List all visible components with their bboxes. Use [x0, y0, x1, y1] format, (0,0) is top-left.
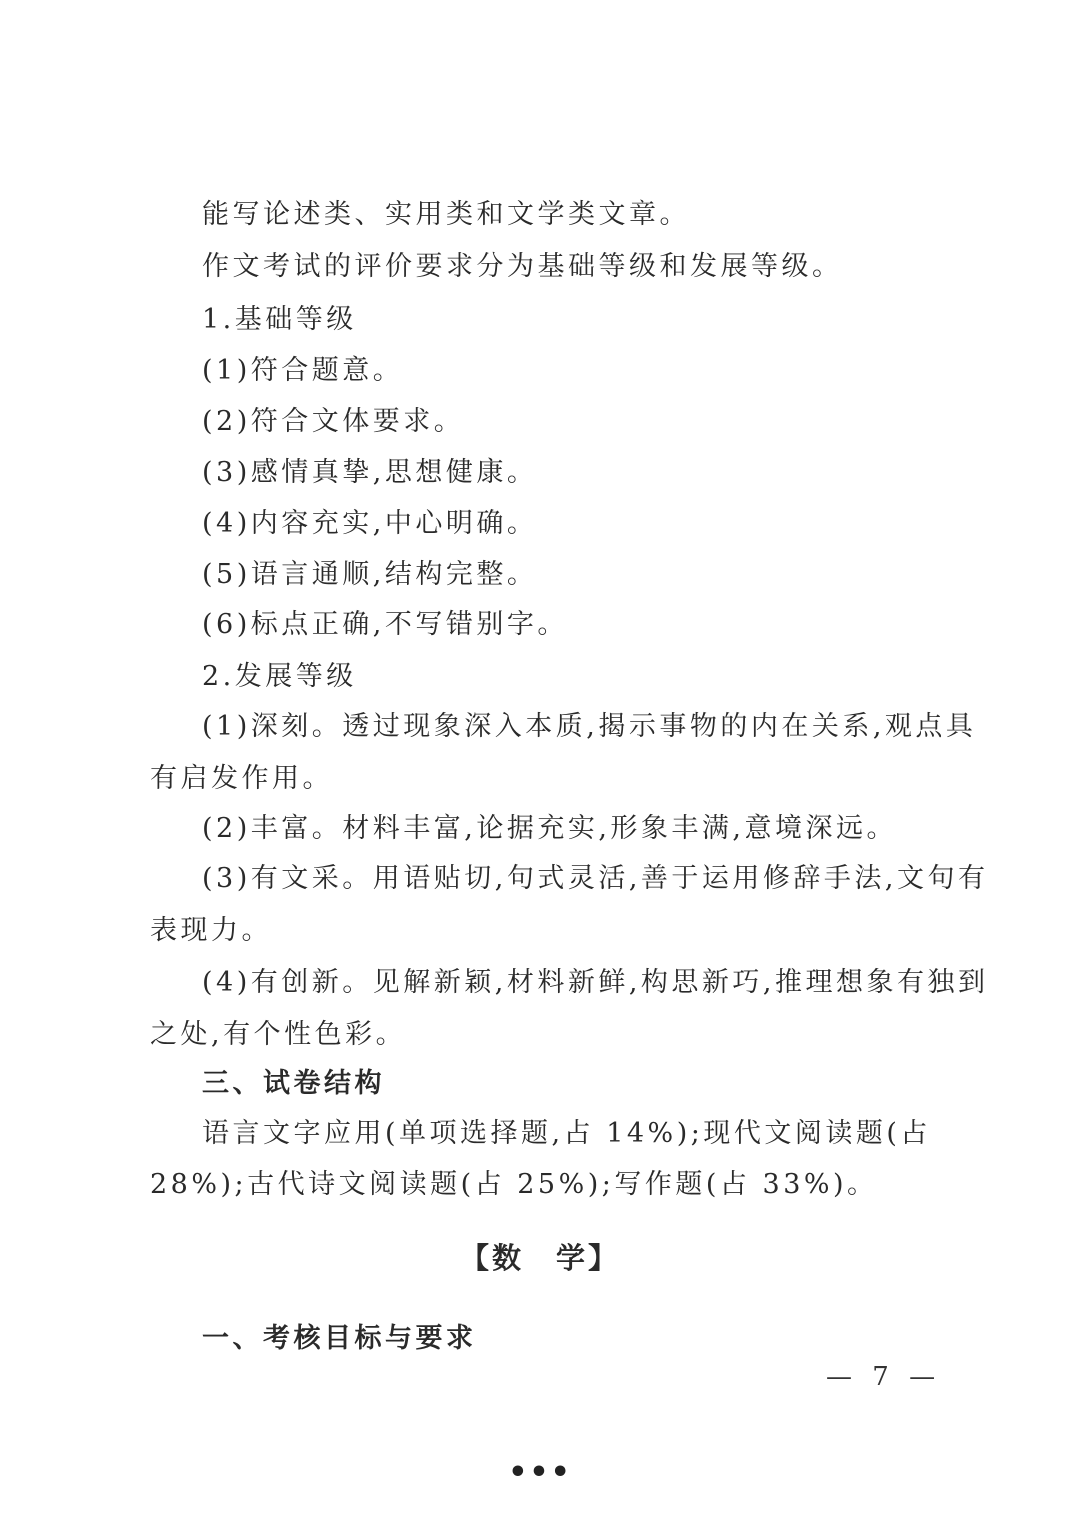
page-number: — 7 —: [826, 1362, 942, 1392]
list-item-basic-1: (1)符合题意。: [202, 355, 404, 386]
list-item-basic-5: (5)语言通顺,结构完整。: [202, 559, 538, 590]
list-item-basic-3: (3)感情真挚,思想健康。: [202, 457, 538, 488]
section-title: 一、考核目标与要求: [202, 1323, 477, 1354]
list-item-dev-3-continued: 表现力。: [150, 915, 272, 946]
heading-basic-level: 1.基础等级: [202, 304, 357, 335]
more-content-indicator[interactable]: •••: [508, 1455, 572, 1490]
list-item-dev-1-continued: 有启发作用。: [150, 763, 333, 794]
heading-development-level: 2.发展等级: [202, 661, 357, 692]
paragraph-paper-structure-continued: 28%);古代诗文阅读题(占 25%);写作题(占 33%)。: [150, 1169, 878, 1200]
list-item-basic-2: (2)符合文体要求。: [202, 406, 465, 437]
list-item-dev-1: (1)深刻。透过现象深入本质,揭示事物的内在关系,观点具: [202, 711, 977, 742]
list-item-basic-6: (6)标点正确,不写错别字。: [202, 609, 568, 640]
paragraph-evaluation-levels: 作文考试的评价要求分为基础等级和发展等级。: [202, 251, 843, 282]
list-item-basic-4: (4)内容充实,中心明确。: [202, 508, 538, 539]
list-item-dev-3: (3)有文采。用语贴切,句式灵活,善于运用修辞手法,文句有: [202, 863, 989, 894]
list-item-dev-4-continued: 之处,有个性色彩。: [150, 1019, 407, 1050]
paragraph-paper-structure: 语言文字应用(单项选择题,占 14%);现代文阅读题(占: [202, 1118, 931, 1149]
subject-title: 【数 学】: [459, 1241, 620, 1275]
list-item-dev-4: (4)有创新。见解新颖,材料新鲜,构思新巧,推理想象有独到: [202, 967, 989, 998]
list-item-dev-2: (2)丰富。材料丰富,论据充实,形象丰满,意境深远。: [202, 813, 897, 844]
paragraph-writing-types: 能写论述类、实用类和文学类文章。: [202, 199, 690, 230]
heading-paper-structure: 三、试卷结构: [202, 1068, 385, 1099]
